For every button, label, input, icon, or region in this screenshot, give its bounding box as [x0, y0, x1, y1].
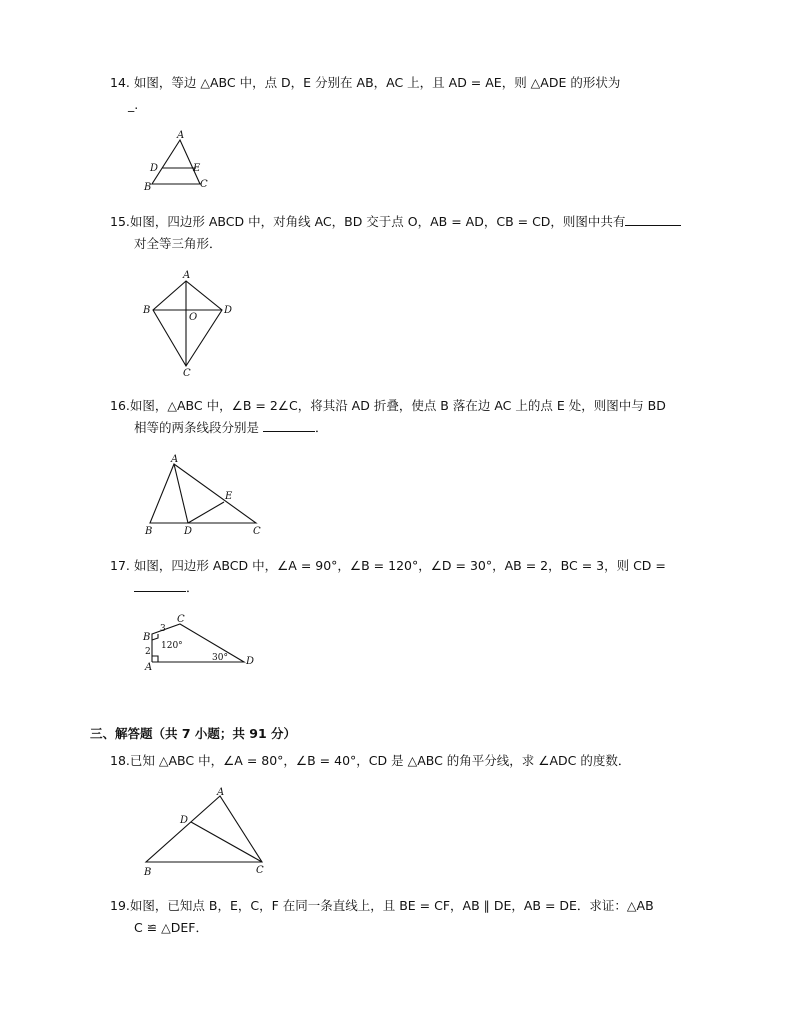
angle-b-value: 120°	[161, 641, 183, 651]
question-number: 16.	[110, 398, 130, 413]
label-d: D	[180, 815, 189, 826]
question-number: 18.	[110, 753, 130, 768]
question-text-line: 对全等三角形．	[134, 236, 222, 251]
label-b: B	[143, 305, 151, 316]
label-d: D	[224, 305, 233, 316]
question-text-line	[110, 577, 706, 599]
label-d: D	[184, 526, 193, 537]
quadrilateral-abcd	[153, 281, 222, 366]
question-19	[110, 895, 706, 939]
question-number: 15.	[110, 214, 130, 229]
label-e: E	[193, 163, 201, 174]
question-text-line	[110, 750, 706, 772]
question-text-line	[110, 395, 706, 417]
punctuation: ．	[315, 420, 328, 435]
label-o: O	[189, 312, 198, 323]
question-number: 14.	[110, 75, 130, 90]
bisector-cd	[191, 822, 262, 862]
right-angle-mark	[152, 656, 158, 662]
question-14	[110, 72, 706, 116]
question-17	[110, 555, 706, 599]
angle-d-value: 30°	[212, 653, 228, 663]
label-c: C	[200, 179, 208, 190]
label-c: C	[253, 526, 261, 537]
question-16	[110, 395, 706, 439]
figure-angle-bisector-triangle	[138, 784, 278, 880]
question-stem: 如图，△ABC 中，∠B = 2∠C，将其沿 AD 折叠，使点 B 落在边 AC 上的点 E 处，则图中与 BD	[129, 398, 666, 413]
label-d: D	[246, 656, 255, 667]
figure-kite-quadrilateral	[140, 268, 240, 380]
label-a: A	[217, 787, 225, 798]
answer-blank	[263, 417, 315, 432]
label-a: A	[183, 270, 191, 281]
figure-folded-triangle	[140, 452, 270, 538]
question-number: 17.	[110, 558, 130, 573]
figure-quadrilateral-right-angle	[140, 612, 264, 674]
label-b: B	[145, 526, 153, 537]
label-a: A	[177, 130, 185, 141]
question-text-line: C ≌ △DEF．	[134, 920, 208, 935]
question-text-line	[110, 555, 706, 577]
question-text-line	[110, 94, 706, 116]
question-stem: 如图，已知点 B，E，C，F 在同一条直线上，且 BE = CF，AB ∥ DE，AB = DE．求证：△AB	[129, 898, 654, 913]
answer-blank	[625, 211, 681, 226]
question-stem: 已知 △ABC 中，∠A = 80°，∠B = 40°，CD 是 △ABC 的角平分线，求 ∠ADC 的度数．	[129, 753, 631, 768]
triangle-abc	[152, 140, 200, 184]
angle-b-mark	[152, 634, 158, 640]
question-15	[110, 211, 706, 255]
label-d: D	[150, 163, 159, 174]
question-text-line	[110, 417, 706, 439]
figure-equilateral-triangle	[140, 128, 220, 194]
question-text-line	[110, 211, 706, 233]
question-stem: 相等的两条线段分别是	[134, 420, 260, 435]
punctuation: ．	[186, 580, 199, 595]
label-b: B	[144, 182, 152, 193]
question-18	[110, 750, 706, 772]
segment-de	[188, 502, 224, 523]
length-bc: 3	[160, 624, 166, 634]
question-stem: 如图，四边形 ABCD 中，∠A = 90°，∠B = 120°，∠D = 30°，AB = 2，BC = 3，则 CD =	[133, 558, 666, 573]
question-text-line	[110, 72, 706, 94]
length-ab: 2	[145, 647, 151, 657]
label-b: B	[144, 867, 152, 878]
label-b: B	[143, 632, 151, 643]
question-stem: 如图，等边 △ABC 中，点 D，E 分别在 AB，AC 上，且 AD = AE，则 △ADE 的形状为	[133, 75, 621, 90]
label-e: E	[225, 491, 233, 502]
label-c: C	[177, 614, 185, 625]
label-c: C	[256, 865, 264, 876]
answer-blank: _.	[128, 97, 139, 112]
label-c: C	[183, 368, 191, 379]
question-text-line	[110, 895, 706, 917]
answer-blank	[134, 577, 186, 592]
section-title: 三、解答题（共 7 小题；共 91 分）	[90, 726, 297, 741]
label-a: A	[145, 662, 153, 673]
question-stem: 如图，四边形 ABCD 中，对角线 AC，BD 交于点 O，AB = AD，CB = CD，则图中共有	[129, 214, 626, 229]
question-number: 19.	[110, 898, 130, 913]
label-a: A	[171, 454, 179, 465]
